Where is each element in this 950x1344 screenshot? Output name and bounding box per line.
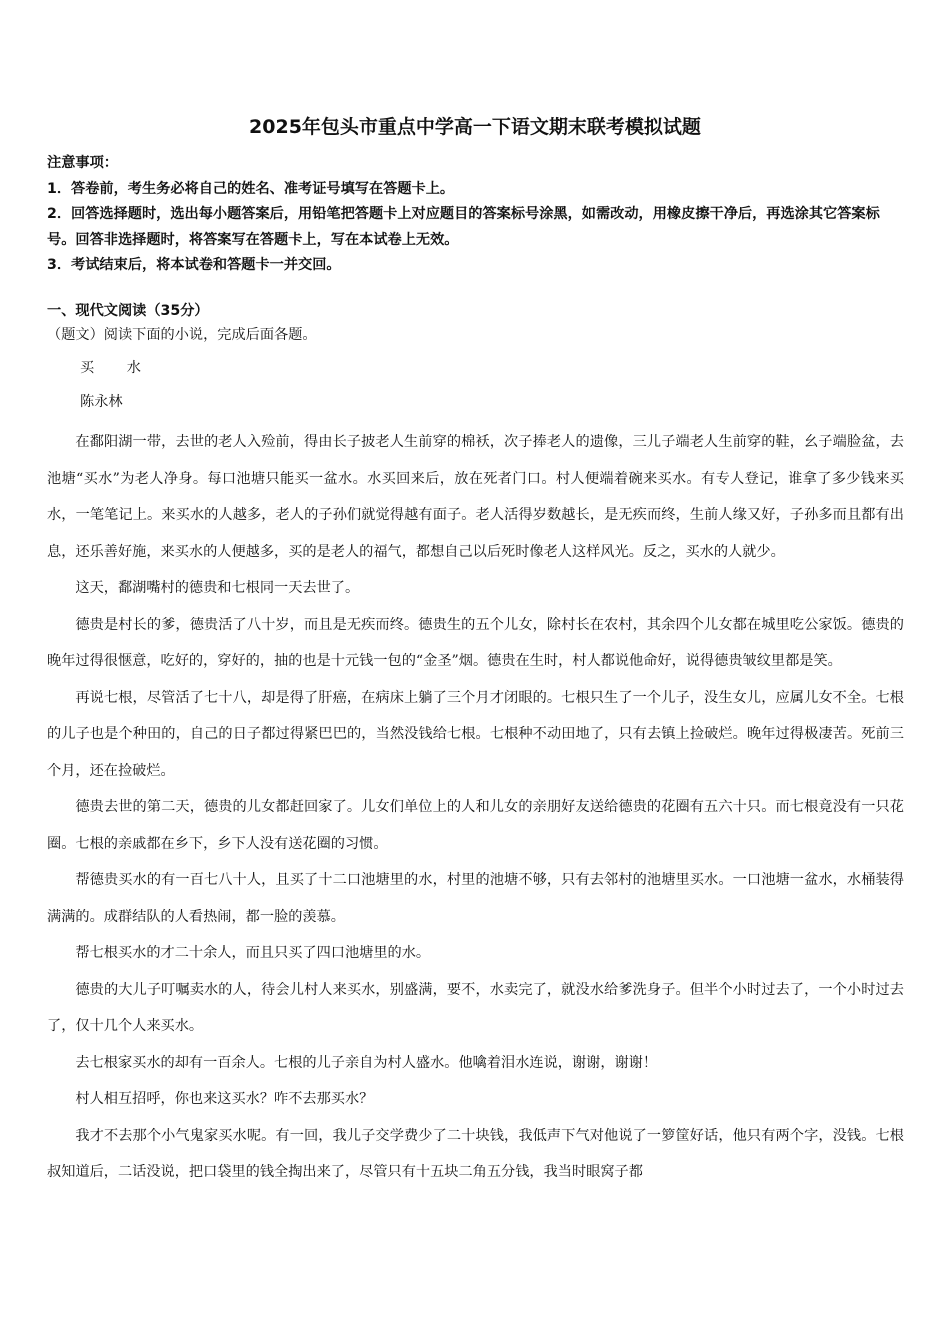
story-author: 陈永林 <box>80 394 123 410</box>
story-paragraph: 帮德贵买水的有一百七八十人，且买了十二口池塘里的水，村里的池塘不够，只有去邻村的池塘里买水。一口池塘一盆水，水桶装得满满的。成群结队的人看热闹，都一脸的羡慕。 <box>47 872 904 925</box>
story-paragraph: 德贵的大儿子叮嘱卖水的人，待会儿村人来买水，别盛满，要不，水卖完了，就没水给爹洗身子。但半个小时过去了，一个小时过去了，仅十几个人来买水。 <box>47 981 904 1034</box>
section-heading: 一、现代文阅读（35分） <box>47 303 209 319</box>
question-intro: （题文）阅读下面的小说，完成后面各题。 <box>47 327 317 343</box>
notice-item-3: 3．考试结束后，将本试卷和答题卡一并交回。 <box>47 257 341 273</box>
notice-item-1: 1．答卷前，考生务必将自己的姓名、准考证号填写在答题卡上。 <box>47 180 455 197</box>
story-paragraph: 再说七根，尽管活了七十八，却是得了肝癌，在病床上躺了三个月才闭眼的。七根只生了一个儿子，没生女儿，应属儿女不全。七根的儿子也是个种田的，自己的日子都过得紧巴巴的，当然没钱给七根。七根种不动田地了，只有去镇上捡破烂。晚年过得极凄苦。死前三个月，还在捡破烂。 <box>47 689 904 779</box>
story-paragraph: 德贵去世的第二天，德贵的儿女都赶回家了。儿女们单位上的人和儿女的亲朋好友送给德贵的花圈有五六十只。而七根竟没有一只花圈。七根的亲戚都在乡下，乡下人没有送花圈的习惯。 <box>47 799 904 852</box>
story-paragraph: 我才不去那个小气鬼家买水呢。有一回，我儿子交学费少了二十块钱，我低声下气对他说了一箩筐好话，他只有两个字，没钱。七根叔知道后，二话没说，把口袋里的钱全掏出来了，尽管只有十五块二角五分钱，我当时眼窝子都 <box>47 1127 904 1180</box>
story-body <box>47 424 904 1191</box>
notice-item-2: 2．回答选择题时，选出每小题答案后，用铅笔把答题卡上对应题目的答案标号涂黑，如需改动，用橡皮擦干净后，再选涂其它答案标号。回答非选择题时，将答案写在答题卡上，写在本试卷上无效。 <box>47 206 880 248</box>
story-title: 买 水 <box>80 360 155 376</box>
story-paragraph: 帮七根买水的才二十余人，而且只买了四口池塘里的水。 <box>75 945 431 961</box>
story-paragraph: 德贵是村长的爹，德贵活了八十岁，而且是无疾而终。德贵生的五个儿女，除村长在农村，其余四个儿女都在城里吃公家饭。德贵的晚年过得很惬意，吃好的，穿好的，抽的也是十元钱一包的“金圣”烟。德贵在生时，村人都说他命好，说得德贵皱纹里都是笑。 <box>47 616 904 669</box>
story-paragraph: 在鄱阳湖一带，去世的老人入殓前，得由长子披老人生前穿的棉袄，次子捧老人的遗像，三儿子端老人生前穿的鞋，幺子端脸盆，去池塘“买水”为老人净身。每口池塘只能买一盆水。水买回来后，放在死者门口。村人便端着碗来买水。有专人登记，谁拿了多少钱来买水，一笔笔记上。来买水的人越多，老人的子孙们就觉得越有面子。老人活得岁数越长，是无疾而终，生前人缘又好，子孙多而且都有出息，还乐善好施，来买水的人便越多，买的是老人的福气，都想自己以后死时像老人这样风光。反之，买水的人就少。 <box>47 434 904 560</box>
notice-heading: 注意事项： <box>47 155 118 171</box>
exam-title: 2025年包头市重点中学高一下语文期末联考模拟试题 <box>249 116 701 138</box>
story-paragraph: 村人相互招呼，你也来这买水？咋不去那买水？ <box>75 1091 374 1107</box>
notice-block <box>47 151 903 279</box>
story-paragraph: 这天，鄱湖嘴村的德贵和七根同一天去世了。 <box>75 580 360 596</box>
story-paragraph: 去七根家买水的却有一百余人。七根的儿子亲自为村人盛水。他噙着泪水连说，谢谢，谢谢！ <box>75 1054 658 1071</box>
